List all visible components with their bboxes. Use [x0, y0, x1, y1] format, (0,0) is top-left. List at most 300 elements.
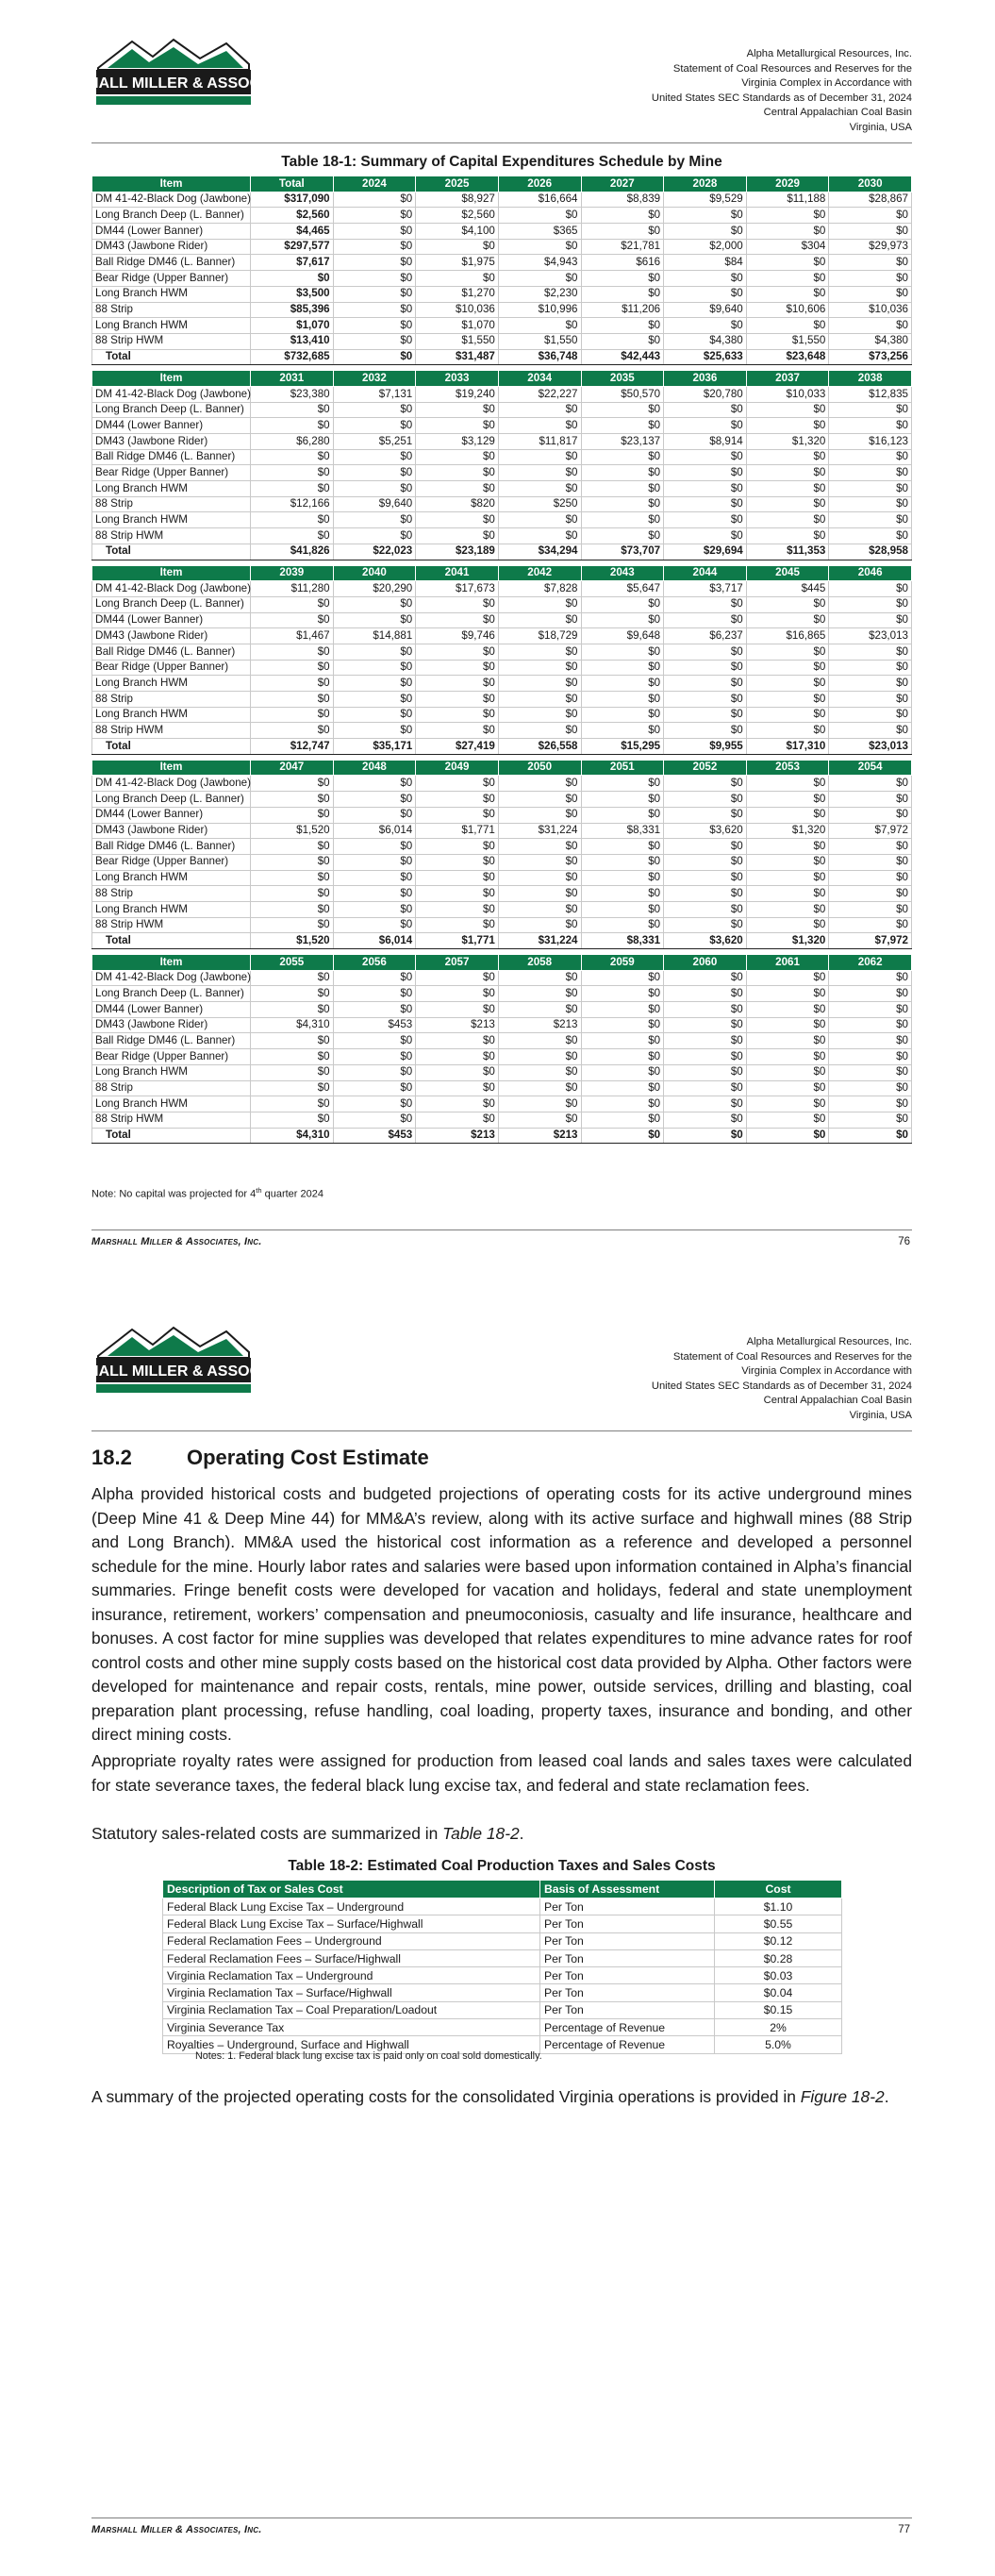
year-header: 2058 — [498, 955, 581, 971]
value-cell: $2,560 — [251, 208, 334, 224]
value-cell: $0 — [581, 870, 664, 886]
value-cell: $0 — [581, 1017, 664, 1033]
value-cell: $2,230 — [498, 286, 581, 302]
value-cell: $0 — [664, 807, 747, 823]
value-cell: $13,410 — [251, 333, 334, 349]
value-cell: $0 — [416, 1064, 499, 1080]
value-cell: $7,617 — [251, 255, 334, 271]
table-18-1-note — [91, 1186, 323, 1200]
value-cell: $0 — [746, 660, 829, 676]
value-cell: $0 — [829, 807, 912, 823]
value-cell: $0 — [746, 224, 829, 240]
value-cell: $0 — [746, 1096, 829, 1112]
mine-name-cell: Ball Ridge DM46 (L. Banner) — [92, 255, 251, 271]
value-cell: $0 — [746, 496, 829, 512]
table-row — [92, 612, 912, 628]
table-row — [92, 839, 912, 855]
value-cell: $0 — [664, 886, 747, 902]
year-header: 2034 — [498, 371, 581, 387]
table-row — [92, 1096, 912, 1112]
table-row — [92, 886, 912, 902]
value-cell: $0 — [251, 692, 334, 708]
year-header-row — [92, 371, 912, 387]
mine-name-cell: 88 Strip — [92, 302, 251, 318]
value-cell: $8,331 — [581, 823, 664, 839]
basis-cell: Per Ton — [540, 1949, 715, 1966]
year-header-row — [92, 760, 912, 776]
value-cell: $0 — [416, 1096, 499, 1112]
value-cell: $0 — [664, 854, 747, 870]
value-cell: $17,673 — [416, 581, 499, 597]
value-cell: $0 — [581, 917, 664, 933]
value-cell: $0 — [333, 807, 416, 823]
value-cell: $0 — [498, 723, 581, 739]
value-cell: $0 — [333, 528, 416, 544]
value-cell: $0 — [416, 692, 499, 708]
value-cell: $0 — [581, 723, 664, 739]
basis-cell: Per Ton — [540, 1915, 715, 1932]
header-line: Central Appalachian Coal Basin — [763, 107, 912, 118]
year-header: 2059 — [581, 955, 664, 971]
value-cell: $0 — [416, 512, 499, 528]
table-row — [92, 192, 912, 208]
total-label: Total — [92, 544, 251, 560]
value-cell: $0 — [498, 854, 581, 870]
value-cell: $0 — [581, 676, 664, 692]
value-cell: $0 — [416, 481, 499, 497]
year-header: 2042 — [498, 565, 581, 581]
table-row — [92, 255, 912, 271]
mine-name-cell: DM44 (Lower Banner) — [92, 418, 251, 434]
value-cell: $0 — [829, 1017, 912, 1033]
tax-description-cell: Federal Reclamation Fees – Surface/Highwall — [163, 1949, 540, 1966]
table-row — [92, 792, 912, 808]
para-text-suffix: . — [519, 1824, 524, 1843]
marshall-miller-logo — [42, 1324, 305, 1397]
cost-cell: 5.0% — [715, 2036, 842, 2053]
table-row — [163, 1984, 842, 2001]
table-18-2-link[interactable]: Table 18-2 — [442, 1824, 520, 1843]
value-cell: $0 — [498, 660, 581, 676]
value-cell: $0 — [333, 917, 416, 933]
value-cell: $0 — [746, 596, 829, 612]
year-header: 2061 — [746, 955, 829, 971]
value-cell: $0 — [251, 481, 334, 497]
mine-name-cell: Long Branch HWM — [92, 318, 251, 334]
total-value-cell: $4,310 — [251, 1128, 334, 1144]
value-cell: $0 — [416, 528, 499, 544]
table-header-row — [163, 1881, 842, 1899]
tax-description-cell: Virginia Reclamation Tax – Underground — [163, 1967, 540, 1984]
year-header: 2037 — [746, 371, 829, 387]
total-value-cell: $29,694 — [664, 544, 747, 560]
value-cell: $0 — [829, 707, 912, 723]
table-row — [92, 496, 912, 512]
value-cell: $1,550 — [498, 333, 581, 349]
mine-name-cell: Long Branch HWM — [92, 1064, 251, 1080]
value-cell: $0 — [664, 986, 747, 1002]
mine-name-cell: DM44 (Lower Banner) — [92, 1002, 251, 1018]
value-cell: $453 — [333, 1017, 416, 1033]
year-header: 2030 — [829, 176, 912, 192]
value-cell: $0 — [251, 723, 334, 739]
value-cell: $0 — [251, 1049, 334, 1065]
value-cell: $0 — [746, 208, 829, 224]
table-row — [92, 723, 912, 739]
value-cell: $0 — [664, 644, 747, 660]
mine-name-cell: Long Branch Deep (L. Banner) — [92, 986, 251, 1002]
value-cell: $0 — [416, 1033, 499, 1049]
value-cell: $0 — [581, 854, 664, 870]
value-cell: $0 — [581, 481, 664, 497]
paragraph-figure-reference — [91, 2085, 912, 2110]
value-cell: $0 — [581, 402, 664, 418]
section-number: 18.2 — [91, 1446, 132, 1469]
value-cell: $0 — [251, 612, 334, 628]
value-cell: $0 — [829, 1049, 912, 1065]
taxes-sales-costs-table — [162, 1880, 842, 2054]
mine-name-cell: 88 Strip HWM — [92, 1112, 251, 1128]
value-cell: $0 — [581, 970, 664, 986]
mine-name-cell: Long Branch HWM — [92, 870, 251, 886]
value-cell: $0 — [251, 1002, 334, 1018]
value-cell: $5,251 — [333, 434, 416, 450]
value-cell: $0 — [581, 496, 664, 512]
mine-name-cell: DM43 (Jawbone Rider) — [92, 239, 251, 255]
value-cell: $0 — [581, 839, 664, 855]
value-cell: $22,227 — [498, 386, 581, 402]
mine-name-cell: Bear Ridge (Upper Banner) — [92, 854, 251, 870]
total-value-cell: $36,748 — [498, 349, 581, 365]
year-header: 2028 — [664, 176, 747, 192]
figure-18-2-link[interactable]: Figure 18-2 — [800, 2087, 885, 2106]
tax-description-cell: Virginia Severance Tax — [163, 2019, 540, 2036]
value-cell: $84 — [664, 255, 747, 271]
value-cell: $0 — [498, 1033, 581, 1049]
total-value-cell: $6,014 — [333, 933, 416, 949]
note-text-suffix: quarter 2024 — [261, 1188, 323, 1200]
value-cell: $0 — [333, 870, 416, 886]
value-cell: $304 — [746, 239, 829, 255]
value-cell: $0 — [498, 402, 581, 418]
value-cell: $0 — [416, 970, 499, 986]
value-cell: $0 — [333, 723, 416, 739]
value-cell: $0 — [416, 449, 499, 465]
table-row — [92, 970, 912, 986]
section-title: Operating Cost Estimate — [187, 1446, 429, 1469]
value-cell: $31,224 — [498, 823, 581, 839]
total-value-cell: $9,955 — [664, 739, 747, 755]
value-cell: $0 — [829, 1112, 912, 1128]
value-cell: $1,270 — [416, 286, 499, 302]
value-cell: $0 — [829, 255, 912, 271]
table-row — [92, 1049, 912, 1065]
value-cell: $4,380 — [829, 333, 912, 349]
total-value-cell: $41,826 — [251, 544, 334, 560]
value-cell: $0 — [333, 1002, 416, 1018]
value-cell: $0 — [416, 886, 499, 902]
value-cell: $0 — [829, 644, 912, 660]
value-cell: $0 — [251, 644, 334, 660]
year-header: 2031 — [251, 371, 334, 387]
total-value-cell: $23,648 — [746, 349, 829, 365]
mine-name-cell: DM 41-42-Black Dog (Jawbone) — [92, 776, 251, 792]
mine-name-cell: Long Branch HWM — [92, 707, 251, 723]
value-cell: $0 — [746, 839, 829, 855]
value-cell: $11,206 — [581, 302, 664, 318]
value-cell: $0 — [746, 318, 829, 334]
table-row — [92, 644, 912, 660]
value-cell: $6,280 — [251, 434, 334, 450]
total-row — [92, 349, 912, 365]
mine-name-cell: Bear Ridge (Upper Banner) — [92, 1049, 251, 1065]
table-row — [163, 1899, 842, 1915]
value-cell: $1,550 — [416, 333, 499, 349]
value-cell: $0 — [746, 1033, 829, 1049]
value-cell: $0 — [251, 512, 334, 528]
total-value-cell: $0 — [829, 1128, 912, 1144]
value-cell: $0 — [498, 596, 581, 612]
year-header: 2062 — [829, 955, 912, 971]
value-cell: $0 — [829, 723, 912, 739]
value-cell: $0 — [498, 1096, 581, 1112]
table-row — [92, 1112, 912, 1128]
value-cell: $0 — [581, 286, 664, 302]
value-cell: $3,129 — [416, 434, 499, 450]
mine-name-cell: Long Branch Deep (L. Banner) — [92, 208, 251, 224]
value-cell: $0 — [498, 1112, 581, 1128]
value-cell: $0 — [333, 402, 416, 418]
value-cell: $0 — [416, 676, 499, 692]
value-cell: $4,380 — [664, 333, 747, 349]
value-cell: $0 — [251, 854, 334, 870]
value-cell: $20,780 — [664, 386, 747, 402]
value-cell: $0 — [416, 986, 499, 1002]
value-cell: $0 — [581, 612, 664, 628]
value-cell: $23,380 — [251, 386, 334, 402]
value-cell: $0 — [251, 917, 334, 933]
value-cell: $0 — [581, 512, 664, 528]
value-cell: $0 — [581, 1112, 664, 1128]
page-number: 76 — [898, 1236, 910, 1247]
value-cell: $3,620 — [664, 823, 747, 839]
value-cell: $0 — [746, 986, 829, 1002]
value-cell: $0 — [498, 449, 581, 465]
value-cell: $0 — [498, 792, 581, 808]
year-header: 2048 — [333, 760, 416, 776]
value-cell: $0 — [416, 596, 499, 612]
value-cell: $0 — [746, 1017, 829, 1033]
year-header: 2045 — [746, 565, 829, 581]
mine-name-cell: DM44 (Lower Banner) — [92, 612, 251, 628]
year-header: 2032 — [333, 371, 416, 387]
value-cell: $0 — [664, 707, 747, 723]
value-cell: $85,396 — [251, 302, 334, 318]
value-cell: $1,467 — [251, 628, 334, 644]
value-cell: $0 — [416, 465, 499, 481]
value-cell: $0 — [581, 707, 664, 723]
value-cell: $820 — [416, 496, 499, 512]
value-cell: $1,070 — [251, 318, 334, 334]
value-cell: $0 — [581, 692, 664, 708]
value-cell: $0 — [251, 1080, 334, 1096]
mine-name-cell: Ball Ridge DM46 (L. Banner) — [92, 644, 251, 660]
value-cell: $0 — [498, 1080, 581, 1096]
value-cell: $0 — [416, 1112, 499, 1128]
cost-cell: $0.15 — [715, 2001, 842, 2018]
table-row — [163, 2019, 842, 2036]
table-18-1-title: Table 18-1: Summary of Capital Expenditures Schedule by Mine — [281, 154, 722, 170]
value-cell: $0 — [581, 644, 664, 660]
mine-name-cell: Long Branch HWM — [92, 1096, 251, 1112]
mine-name-cell: Long Branch Deep (L. Banner) — [92, 402, 251, 418]
mine-name-cell: Long Branch HWM — [92, 481, 251, 497]
value-cell: $0 — [581, 224, 664, 240]
value-cell: $0 — [333, 970, 416, 986]
basis-cell: Per Ton — [540, 1967, 715, 1984]
value-cell: $0 — [333, 596, 416, 612]
value-cell: $0 — [829, 839, 912, 855]
value-cell: $0 — [829, 318, 912, 334]
table-row — [92, 596, 912, 612]
value-cell: $9,648 — [581, 628, 664, 644]
total-value-cell: $31,224 — [498, 933, 581, 949]
total-value-cell: $0 — [333, 349, 416, 365]
value-cell: $0 — [333, 1112, 416, 1128]
report-header — [652, 47, 912, 135]
value-cell: $6,014 — [333, 823, 416, 839]
value-cell: $0 — [664, 286, 747, 302]
table-row — [92, 917, 912, 933]
table-row — [92, 271, 912, 287]
value-cell: $0 — [664, 901, 747, 917]
value-cell: $0 — [251, 970, 334, 986]
table-row — [163, 2001, 842, 2018]
basis-cell: Per Ton — [540, 2001, 715, 2018]
value-cell: $0 — [746, 1049, 829, 1065]
column-header: Description of Tax or Sales Cost — [163, 1881, 540, 1899]
mine-name-cell: 88 Strip — [92, 886, 251, 902]
value-cell: $0 — [498, 481, 581, 497]
table-row — [92, 660, 912, 676]
value-cell: $0 — [416, 776, 499, 792]
value-cell: $0 — [416, 612, 499, 628]
table-row — [92, 1017, 912, 1033]
value-cell: $16,664 — [498, 192, 581, 208]
value-cell: $445 — [746, 581, 829, 597]
total-value-cell: $3,620 — [664, 933, 747, 949]
table-row — [92, 402, 912, 418]
value-cell: $0 — [498, 807, 581, 823]
value-cell: $0 — [333, 512, 416, 528]
mine-name-cell: Bear Ridge (Upper Banner) — [92, 660, 251, 676]
total-value-cell: $42,443 — [581, 349, 664, 365]
value-cell: $0 — [251, 807, 334, 823]
total-value-cell: $34,294 — [498, 544, 581, 560]
value-cell: $0 — [581, 1002, 664, 1018]
table-row — [92, 628, 912, 644]
value-cell: $0 — [498, 917, 581, 933]
capital-expenditures-table — [91, 176, 912, 1144]
footer-company: Marshall Miller & Associates, Inc. — [91, 2524, 262, 2535]
value-cell: $0 — [498, 870, 581, 886]
total-row — [92, 1128, 912, 1144]
value-cell: $0 — [829, 1033, 912, 1049]
header-line: Alpha Metallurgical Resources, Inc. — [746, 1336, 912, 1347]
total-value-cell: $11,353 — [746, 544, 829, 560]
value-cell: $0 — [664, 692, 747, 708]
mine-name-cell: 88 Strip — [92, 692, 251, 708]
basis-cell: Per Ton — [540, 1984, 715, 2001]
tax-description-cell: Federal Black Lung Excise Tax – Surface/Highwall — [163, 1915, 540, 1932]
value-cell: $0 — [498, 986, 581, 1002]
table-row — [92, 1002, 912, 1018]
total-value-cell: $453 — [333, 1128, 416, 1144]
value-cell: $0 — [746, 917, 829, 933]
report-header — [652, 1335, 912, 1423]
value-cell: $0 — [829, 481, 912, 497]
value-cell: $0 — [664, 1049, 747, 1065]
footer-rule — [91, 1229, 912, 1230]
value-cell: $0 — [581, 465, 664, 481]
value-cell: $250 — [498, 496, 581, 512]
mine-name-cell: DM 41-42-Black Dog (Jawbone) — [92, 581, 251, 597]
value-cell: $0 — [333, 644, 416, 660]
header-line: Virginia Complex in Accordance with — [741, 1365, 912, 1377]
value-cell: $0 — [333, 854, 416, 870]
table-row — [92, 449, 912, 465]
value-cell: $0 — [664, 596, 747, 612]
header-line: Central Appalachian Coal Basin — [763, 1395, 912, 1406]
value-cell: $0 — [829, 676, 912, 692]
table-row — [92, 676, 912, 692]
value-cell: $8,914 — [664, 434, 747, 450]
table-row — [92, 1064, 912, 1080]
value-cell: $0 — [333, 986, 416, 1002]
value-cell: $0 — [746, 1112, 829, 1128]
value-cell: $0 — [251, 792, 334, 808]
value-cell: $317,090 — [251, 192, 334, 208]
value-cell: $0 — [664, 1064, 747, 1080]
value-cell: $0 — [333, 839, 416, 855]
total-value-cell: $27,419 — [416, 739, 499, 755]
value-cell: $0 — [333, 192, 416, 208]
tax-description-cell: Virginia Reclamation Tax – Surface/Highwall — [163, 1984, 540, 2001]
value-cell: $0 — [333, 318, 416, 334]
value-cell: $0 — [581, 1064, 664, 1080]
value-cell: $0 — [251, 839, 334, 855]
total-value-cell: $73,256 — [829, 349, 912, 365]
mine-name-cell: 88 Strip HWM — [92, 917, 251, 933]
value-cell: $0 — [416, 1049, 499, 1065]
value-cell: $0 — [829, 886, 912, 902]
value-cell: $0 — [333, 255, 416, 271]
value-cell: $0 — [251, 886, 334, 902]
year-header: 2055 — [251, 955, 334, 971]
value-cell: $0 — [581, 528, 664, 544]
value-cell: $0 — [664, 208, 747, 224]
value-cell: $0 — [333, 449, 416, 465]
value-cell: $0 — [498, 1049, 581, 1065]
value-cell: $0 — [416, 402, 499, 418]
value-cell: $0 — [333, 1080, 416, 1096]
value-cell: $0 — [251, 1112, 334, 1128]
value-cell: $0 — [829, 986, 912, 1002]
value-cell: $0 — [416, 1080, 499, 1096]
value-cell: $19,240 — [416, 386, 499, 402]
value-cell: $23,013 — [829, 628, 912, 644]
table-row — [92, 318, 912, 334]
